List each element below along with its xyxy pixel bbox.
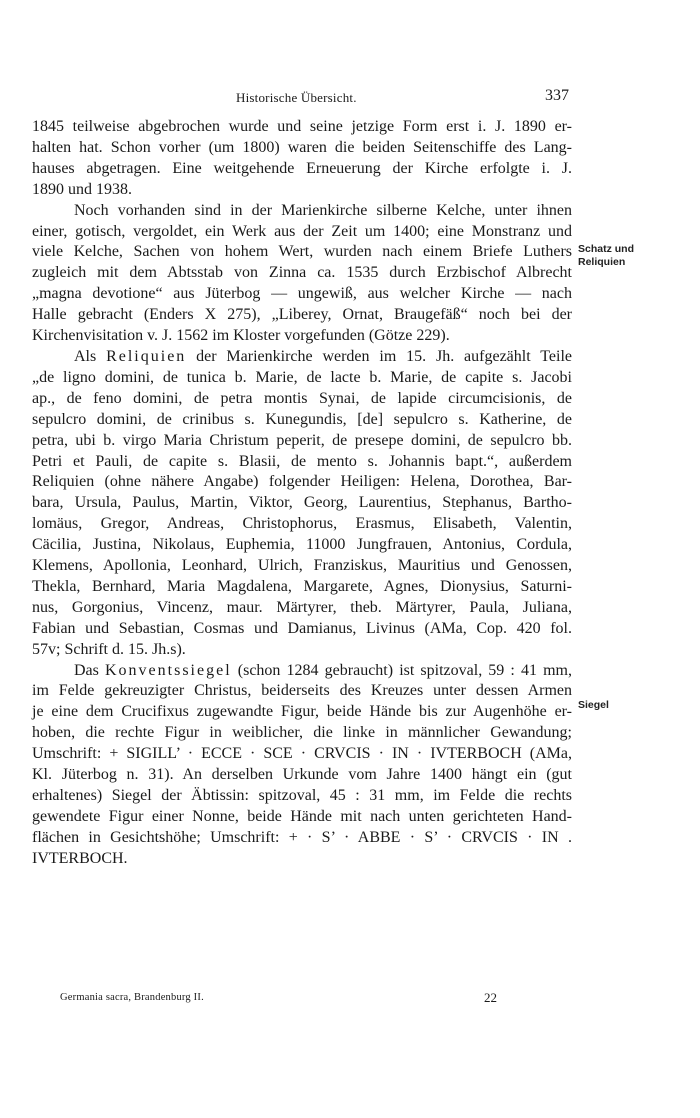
text-line — [32, 347, 572, 368]
text-line: flächen in Gesichtshöhe; Umschrift: + · S’ · ABBE · S’ · CRVCIS · IN . — [32, 828, 572, 846]
margin-note-seal — [578, 699, 696, 712]
text-line: Umschrift: + SIGILL’ · ECCE · SCE · CRVCIS · IN · IVTERBOCH (AMa, — [32, 745, 572, 763]
text-line: Halle gebracht (Enders X 275), „Liberey, Ornat, Braugefäß“ noch bei der — [32, 306, 572, 324]
text-line: „de ligno domini, de tunica b. Marie, de lacte b. Marie, de capite s. Jacobi — [32, 368, 572, 386]
text-line: Kirchenvisitation v. J. 1562 im Kloster vorgefunden (Götze 229). — [32, 327, 450, 345]
running-head — [0, 87, 700, 110]
footer-signature: Germania sacra, Brandenburg II. — [60, 992, 204, 1003]
body-text — [32, 117, 572, 870]
text-line: je eine dem Crucifixus zugewandte Figur, beide Hände bis zur Augenhöhe er- — [32, 703, 572, 721]
text-line: petra, ubi b. virgo Maria Christum peperit, de presepe domini, de sepulcro bb. — [32, 431, 572, 449]
page-footer — [0, 990, 700, 1008]
page-number: 337 — [545, 87, 569, 104]
text-line: einer, gotisch, vergoldet, ein Werk aus der Zeit um 1400; eine Monstranz und — [32, 222, 572, 240]
text-line: 1845 teilweise abgebrochen wurde und seine jetzige Form erst i. J. 1890 er- — [32, 118, 572, 135]
text-line: 1890 und 1938. — [32, 180, 132, 198]
text-line: hauses abgetragen. Eine weitgehende Erneuerung der Kirche erfolgte i. J. — [32, 159, 572, 177]
text-line: Klemens, Apollonia, Leonhard, Ulrich, Franziskus, Mauritius und Genossen, — [32, 557, 572, 575]
text-line: Reliquien (ohne nähere Angabe) folgender Heiligen: Helena, Dorothea, Bar- — [32, 473, 572, 491]
text-line: Thekla, Bernhard, Maria Magdalena, Margarete, Agnes, Dionysius, Saturni- — [32, 577, 572, 595]
text-line: nus, Gorgonius, Vincenz, maur. Märtyrer, theb. Märtyrer, Paula, Juliana, — [32, 598, 572, 616]
line-rest: (schon 1284 gebraucht) ist spitzoval, 59 : 41 mm, — [231, 661, 572, 679]
text-line: „magna devotione“ aus Jüterbog — ungewiß, aus welcher Kirche — nach — [32, 285, 572, 303]
text-line: ap., de feno domini, de petra montis Synai, de lapide circumcisionis, de — [32, 389, 572, 407]
text-line: halten hat. Schon vorher (um 1800) waren die beiden Seitenschiffe des Lang- — [32, 138, 572, 156]
text-line: zugleich mit dem Abtsstab von Zinna ca. 1535 durch Erzbischof Albrecht — [32, 264, 572, 282]
text-line: 57v; Schrift d. 15. Jh.s). — [32, 640, 186, 658]
text-line: sepulcro domini, de crinibus s. Kunegundis, [de] sepulcro s. Katherine, de — [32, 410, 572, 428]
text-line: IVTERBOCH. — [32, 849, 128, 867]
spaced-term: Reliquien — [106, 347, 187, 365]
text-line: erhaltenes) Siegel der Äbtissin: spitzoval, 45 : 31 mm, im Felde die rechts — [32, 787, 572, 804]
text-line: im Felde gekreuzigter Christus, beiderseits des Kreuzes unter dessen Armen — [32, 682, 572, 700]
text-line: Kl. Jüterbog n. 31). An derselben Urkunde vom Jahre 1400 hängt ein (gut — [32, 766, 572, 784]
text-line — [32, 661, 572, 682]
line-rest: der Marienkirche werden im 15. Jh. aufgezählt Teile — [186, 347, 572, 365]
footer-sheet-number: 22 — [484, 990, 497, 1005]
text-line: Petri et Pauli, de capite s. Blasii, de mento s. Johannis bapt.“, außerdem — [32, 452, 572, 470]
text-line: Noch vorhanden sind in der Marienkirche silberne Kelche, unter ihnen — [74, 201, 572, 219]
text-line: lomäus, Gregor, Andreas, Christophorus, Erasmus, Elisabeth, Valentin, — [32, 515, 572, 533]
margin-note-line: Reliquien — [578, 256, 626, 268]
margin-note-line: Schatz und — [578, 243, 635, 255]
spaced-term: Konventssiegel — [105, 661, 232, 679]
text-line: Cäcilia, Justina, Nikolaus, Euphemia, 11000 Jungfrauen, Antonius, Cordula, — [32, 536, 572, 554]
text-line: hoben, die rechte Figur in weiblicher, die linke in männlicher Gewandung; — [32, 724, 572, 742]
text-line: gewendete Figur einer Nonne, beide Hände mit nach unten gerichteten Hand- — [32, 807, 572, 825]
text-line: viele Kelche, Sachen von hohem Wert, wurden nach einem Briefe Luthers — [32, 243, 572, 261]
margin-note-line: Siegel — [578, 699, 609, 711]
text-line: bara, Ursula, Paulus, Martin, Viktor, Georg, Laurentius, Stephanus, Bartho- — [32, 494, 572, 512]
running-title: Historische Übersicht. — [236, 90, 357, 105]
lead-text: Als — [74, 347, 107, 365]
margin-note-treasure — [578, 243, 696, 269]
lead-text: Das — [74, 661, 105, 679]
text-line: Fabian und Sebastian, Cosmas und Damianus, Livinus (AMa, Cop. 420 fol. — [32, 619, 572, 637]
